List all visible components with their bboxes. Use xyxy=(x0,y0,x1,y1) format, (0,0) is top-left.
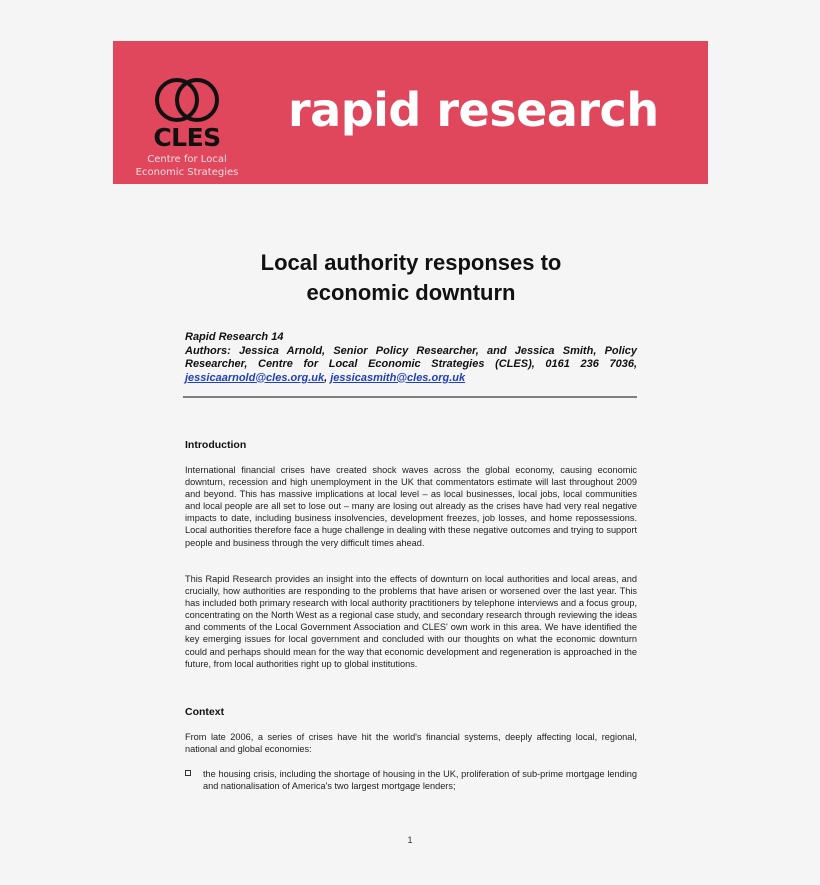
series-label: Rapid Research 14 xyxy=(185,331,284,343)
logo-wordmark: CLES xyxy=(153,123,221,152)
logo-tagline-line1: Centre for Local xyxy=(147,154,227,165)
context-bullet-item xyxy=(185,768,637,792)
document-title-line2: economic downturn xyxy=(306,280,516,305)
logo-tagline-line2: Economic Strategies xyxy=(135,167,239,178)
introduction-paragraph-1: International financial crises have created shock waves across the global economy, causing economic downturn, recession and high unemployment in the UK that commentators estimate will last throughout 2009 and beyond. This has massive implications at local level – as local businesses, local jobs, local communities and local people are all set to lose out – many are losing out already as the crises have had very real negative impacts to date, including business insolvencies, development freezes, job losses, and home repossessions. Local authorities therefore face a huge challenge in dealing with these negative outcomes and trying to support people and business through the very difficult times ahead. xyxy=(185,465,637,548)
square-bullet-icon xyxy=(185,770,191,776)
cles-logo xyxy=(131,71,243,179)
context-paragraph-1: From late 2006, a series of crises have hit the world's financial systems, deeply affecting local, regional, national and global economies: xyxy=(185,732,637,755)
context-bullet-text: the housing crisis, including the shortage of housing in the UK, proliferation of sub-prime mortgage lending and nationalisation of America's two largest mortgage lenders; xyxy=(203,769,637,792)
banner-title: rapid research xyxy=(288,83,659,137)
email-separator: , xyxy=(324,371,331,384)
interlocking-rings-icon xyxy=(152,71,222,129)
document-title-line1: Local authority responses to xyxy=(260,250,562,275)
email-link-jessica-smith[interactable]: jessicasmith@cles.org.uk xyxy=(330,371,466,384)
section-heading-context: Context xyxy=(185,706,225,718)
document-title xyxy=(185,248,637,308)
email-link-jessica-arnold[interactable]: jessicaarnold@cles.org.uk xyxy=(185,371,325,384)
authors-block xyxy=(185,345,637,386)
rapid-research-banner xyxy=(113,41,708,184)
authors-text: Authors: Jessica Arnold, Senior Policy Researcher, and Jessica Smith, Policy Researcher, Centre for Local Economic Strategies (CLES), 0161 236 7036, xyxy=(185,344,637,370)
horizontal-rule xyxy=(183,396,637,398)
document-meta xyxy=(185,331,637,385)
introduction-paragraph-2: This Rapid Research provides an insight into the effects of downturn on local authorities and local areas, and crucially, how authorities are responding to the problems that have arisen or worsened over the last year. This has included both primary research with local authority practitioners by telephone interviews and a focus group, concentrating on the North West as a regional case study, and secondary research through reviewing the ideas and comments of the Local Government Association and CLES' own work in this area. We have identified the key emerging issues for local government and concluded with our thoughts on what the economic downturn could and perhaps should mean for the way that economic development and regeneration is approached in the future, from local authorities right up to global institutions. xyxy=(185,574,637,669)
section-heading-introduction: Introduction xyxy=(185,439,247,451)
page-number: 1 xyxy=(407,835,413,845)
